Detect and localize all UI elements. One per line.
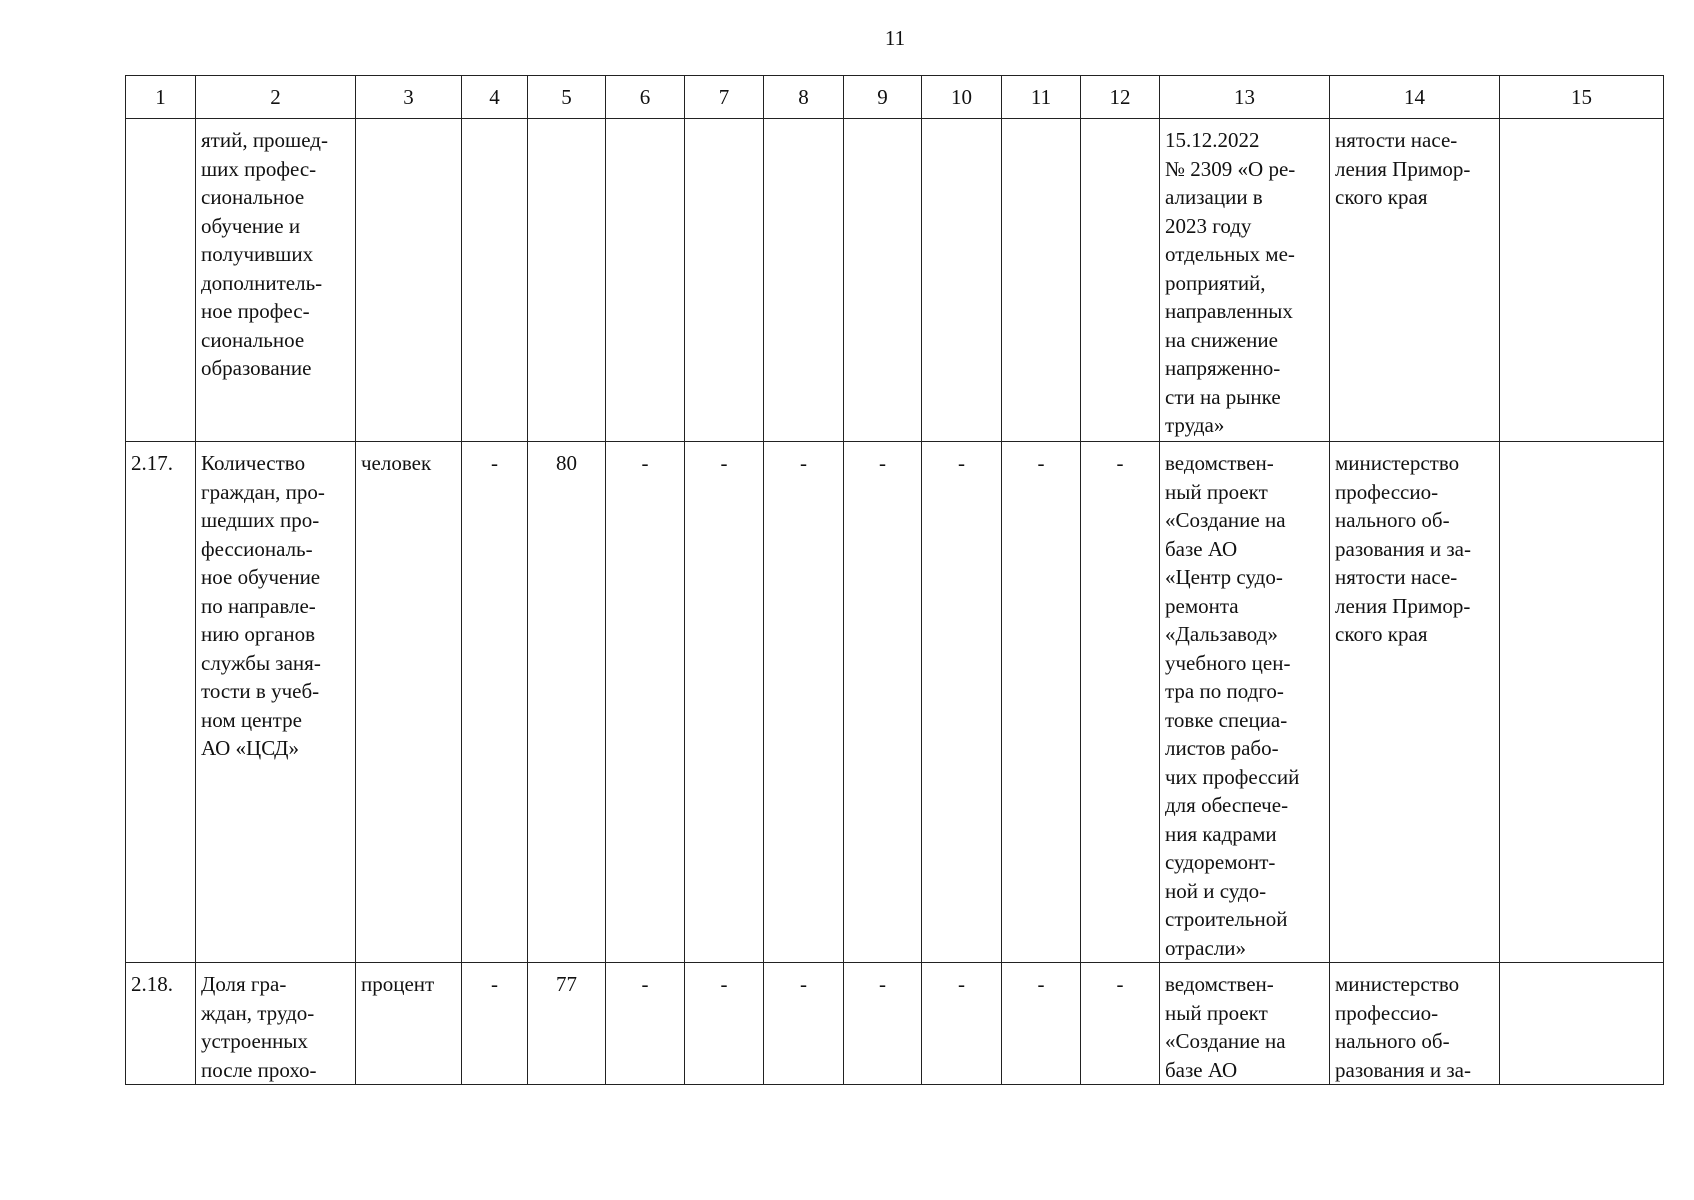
value-cell bbox=[922, 119, 1002, 442]
page-number: 11 bbox=[884, 26, 906, 50]
cell-text: ведомствен- ный проект «Создание на базе АО «Центр судо- ремонта «Дальзавод» учебного цен- тра по подго- товке специа- листов рабо- чих профессий для обеспече- ния кадрами судоремонт- ной и судо- строительной отрасли» bbox=[1165, 451, 1300, 960]
value-cell bbox=[685, 119, 764, 442]
cell-text: - bbox=[1116, 451, 1124, 475]
value-cell bbox=[528, 442, 606, 963]
cell-text: министерство профессио- нального об- разования и за- bbox=[1335, 972, 1471, 1082]
column-header-6: 6 bbox=[606, 76, 685, 119]
cell-text: - bbox=[958, 972, 965, 996]
table-row bbox=[126, 963, 1664, 1085]
note-cell bbox=[1500, 442, 1664, 963]
unit-cell bbox=[356, 963, 462, 1085]
document-cell bbox=[1160, 119, 1330, 442]
value-cell bbox=[1002, 442, 1081, 963]
value-cell bbox=[528, 119, 606, 442]
column-header-15: 15 bbox=[1500, 76, 1664, 119]
value-cell bbox=[606, 442, 685, 963]
cell-text: 80 bbox=[556, 451, 577, 475]
value-cell bbox=[922, 963, 1002, 1085]
cell-text: процент bbox=[361, 972, 435, 996]
cell-text: - bbox=[641, 451, 649, 475]
value-cell bbox=[844, 119, 922, 442]
column-header-14: 14 bbox=[1330, 76, 1500, 119]
column-header-10: 10 bbox=[922, 76, 1002, 119]
value-cell bbox=[844, 442, 922, 963]
column-header-13: 13 bbox=[1160, 76, 1330, 119]
column-header-1: 1 bbox=[126, 76, 196, 119]
indicator-name-cell bbox=[196, 442, 356, 963]
column-header-9: 9 bbox=[844, 76, 922, 119]
column-header-5: 5 bbox=[528, 76, 606, 119]
unit-cell bbox=[356, 442, 462, 963]
value-cell bbox=[1081, 442, 1160, 963]
cell-text: - bbox=[641, 972, 649, 996]
column-header-8: 8 bbox=[764, 76, 844, 119]
cell-text: - bbox=[491, 451, 498, 475]
responsible-cell bbox=[1330, 963, 1500, 1085]
column-header-12: 12 bbox=[1081, 76, 1160, 119]
table-row bbox=[126, 442, 1664, 963]
value-cell bbox=[462, 442, 528, 963]
value-cell bbox=[1081, 119, 1160, 442]
note-cell bbox=[1500, 963, 1664, 1085]
cell-text: - bbox=[1037, 451, 1045, 475]
value-cell bbox=[685, 963, 764, 1085]
cell-text: Доля гра- ждан, трудо- устроенных после прохо- bbox=[201, 972, 317, 1082]
value-cell bbox=[1002, 119, 1081, 442]
cell-text: - bbox=[1037, 972, 1045, 996]
value-cell bbox=[462, 119, 528, 442]
cell-text: - bbox=[720, 972, 728, 996]
cell-text: 2.18. bbox=[131, 972, 173, 996]
value-cell bbox=[844, 963, 922, 1085]
value-cell bbox=[764, 963, 844, 1085]
value-cell bbox=[1081, 963, 1160, 1085]
row-number-cell bbox=[126, 119, 196, 442]
indicator-name-cell bbox=[196, 963, 356, 1085]
value-cell bbox=[764, 442, 844, 963]
value-cell bbox=[685, 442, 764, 963]
cell-text: министерство профессио- нального об- разования и за- нятости насе- ления Примор- ского края bbox=[1335, 451, 1471, 646]
row-number-cell bbox=[126, 442, 196, 963]
cell-text: 15.12.2022 № 2309 «О ре- ализации в 2023 году отдельных ме- роприятий, направленных на снижение напряженно- сти на рынке труда» bbox=[1165, 128, 1296, 437]
cell-text: - bbox=[491, 972, 498, 996]
cell-text: ведомствен- ный проект «Создание на базе АО bbox=[1165, 972, 1286, 1082]
document-cell bbox=[1160, 442, 1330, 963]
cell-text: ятий, прошед- ших профес- сиональное обучение и получивших дополнитель- ное профес- сиональное образование bbox=[201, 128, 328, 380]
cell-text: - bbox=[720, 451, 728, 475]
cell-text: человек bbox=[361, 451, 432, 475]
cell-text: - bbox=[1116, 972, 1124, 996]
column-header-3: 3 bbox=[356, 76, 462, 119]
value-cell bbox=[1002, 963, 1081, 1085]
cell-text: 2.17. bbox=[131, 451, 173, 475]
document-cell bbox=[1160, 963, 1330, 1085]
value-cell bbox=[922, 442, 1002, 963]
cell-text: - bbox=[800, 972, 807, 996]
column-header-4: 4 bbox=[462, 76, 528, 119]
responsible-cell bbox=[1330, 119, 1500, 442]
responsible-cell bbox=[1330, 442, 1500, 963]
data-table bbox=[125, 75, 1664, 1085]
note-cell bbox=[1500, 119, 1664, 442]
value-cell bbox=[462, 963, 528, 1085]
indicator-name-cell bbox=[196, 119, 356, 442]
cell-text: Количество граждан, про- шедших про- фессиональ- ное обучение по направле- нию органов службы заня- тости в учеб- ном центре АО «ЦСД» bbox=[201, 451, 325, 760]
cell-text: 77 bbox=[556, 972, 577, 996]
value-cell bbox=[606, 963, 685, 1085]
cell-text: - bbox=[800, 451, 807, 475]
column-header-7: 7 bbox=[685, 76, 764, 119]
value-cell bbox=[606, 119, 685, 442]
table-row bbox=[126, 119, 1664, 442]
row-number-cell bbox=[126, 963, 196, 1085]
cell-text: - bbox=[879, 972, 886, 996]
header-row bbox=[126, 76, 1664, 119]
cell-text: нятости насе- ления Примор- ского края bbox=[1335, 128, 1471, 209]
cell-text: - bbox=[958, 451, 965, 475]
value-cell bbox=[528, 963, 606, 1085]
value-cell bbox=[764, 119, 844, 442]
cell-text: - bbox=[879, 451, 886, 475]
column-header-11: 11 bbox=[1002, 76, 1081, 119]
column-header-2: 2 bbox=[196, 76, 356, 119]
unit-cell bbox=[356, 119, 462, 442]
